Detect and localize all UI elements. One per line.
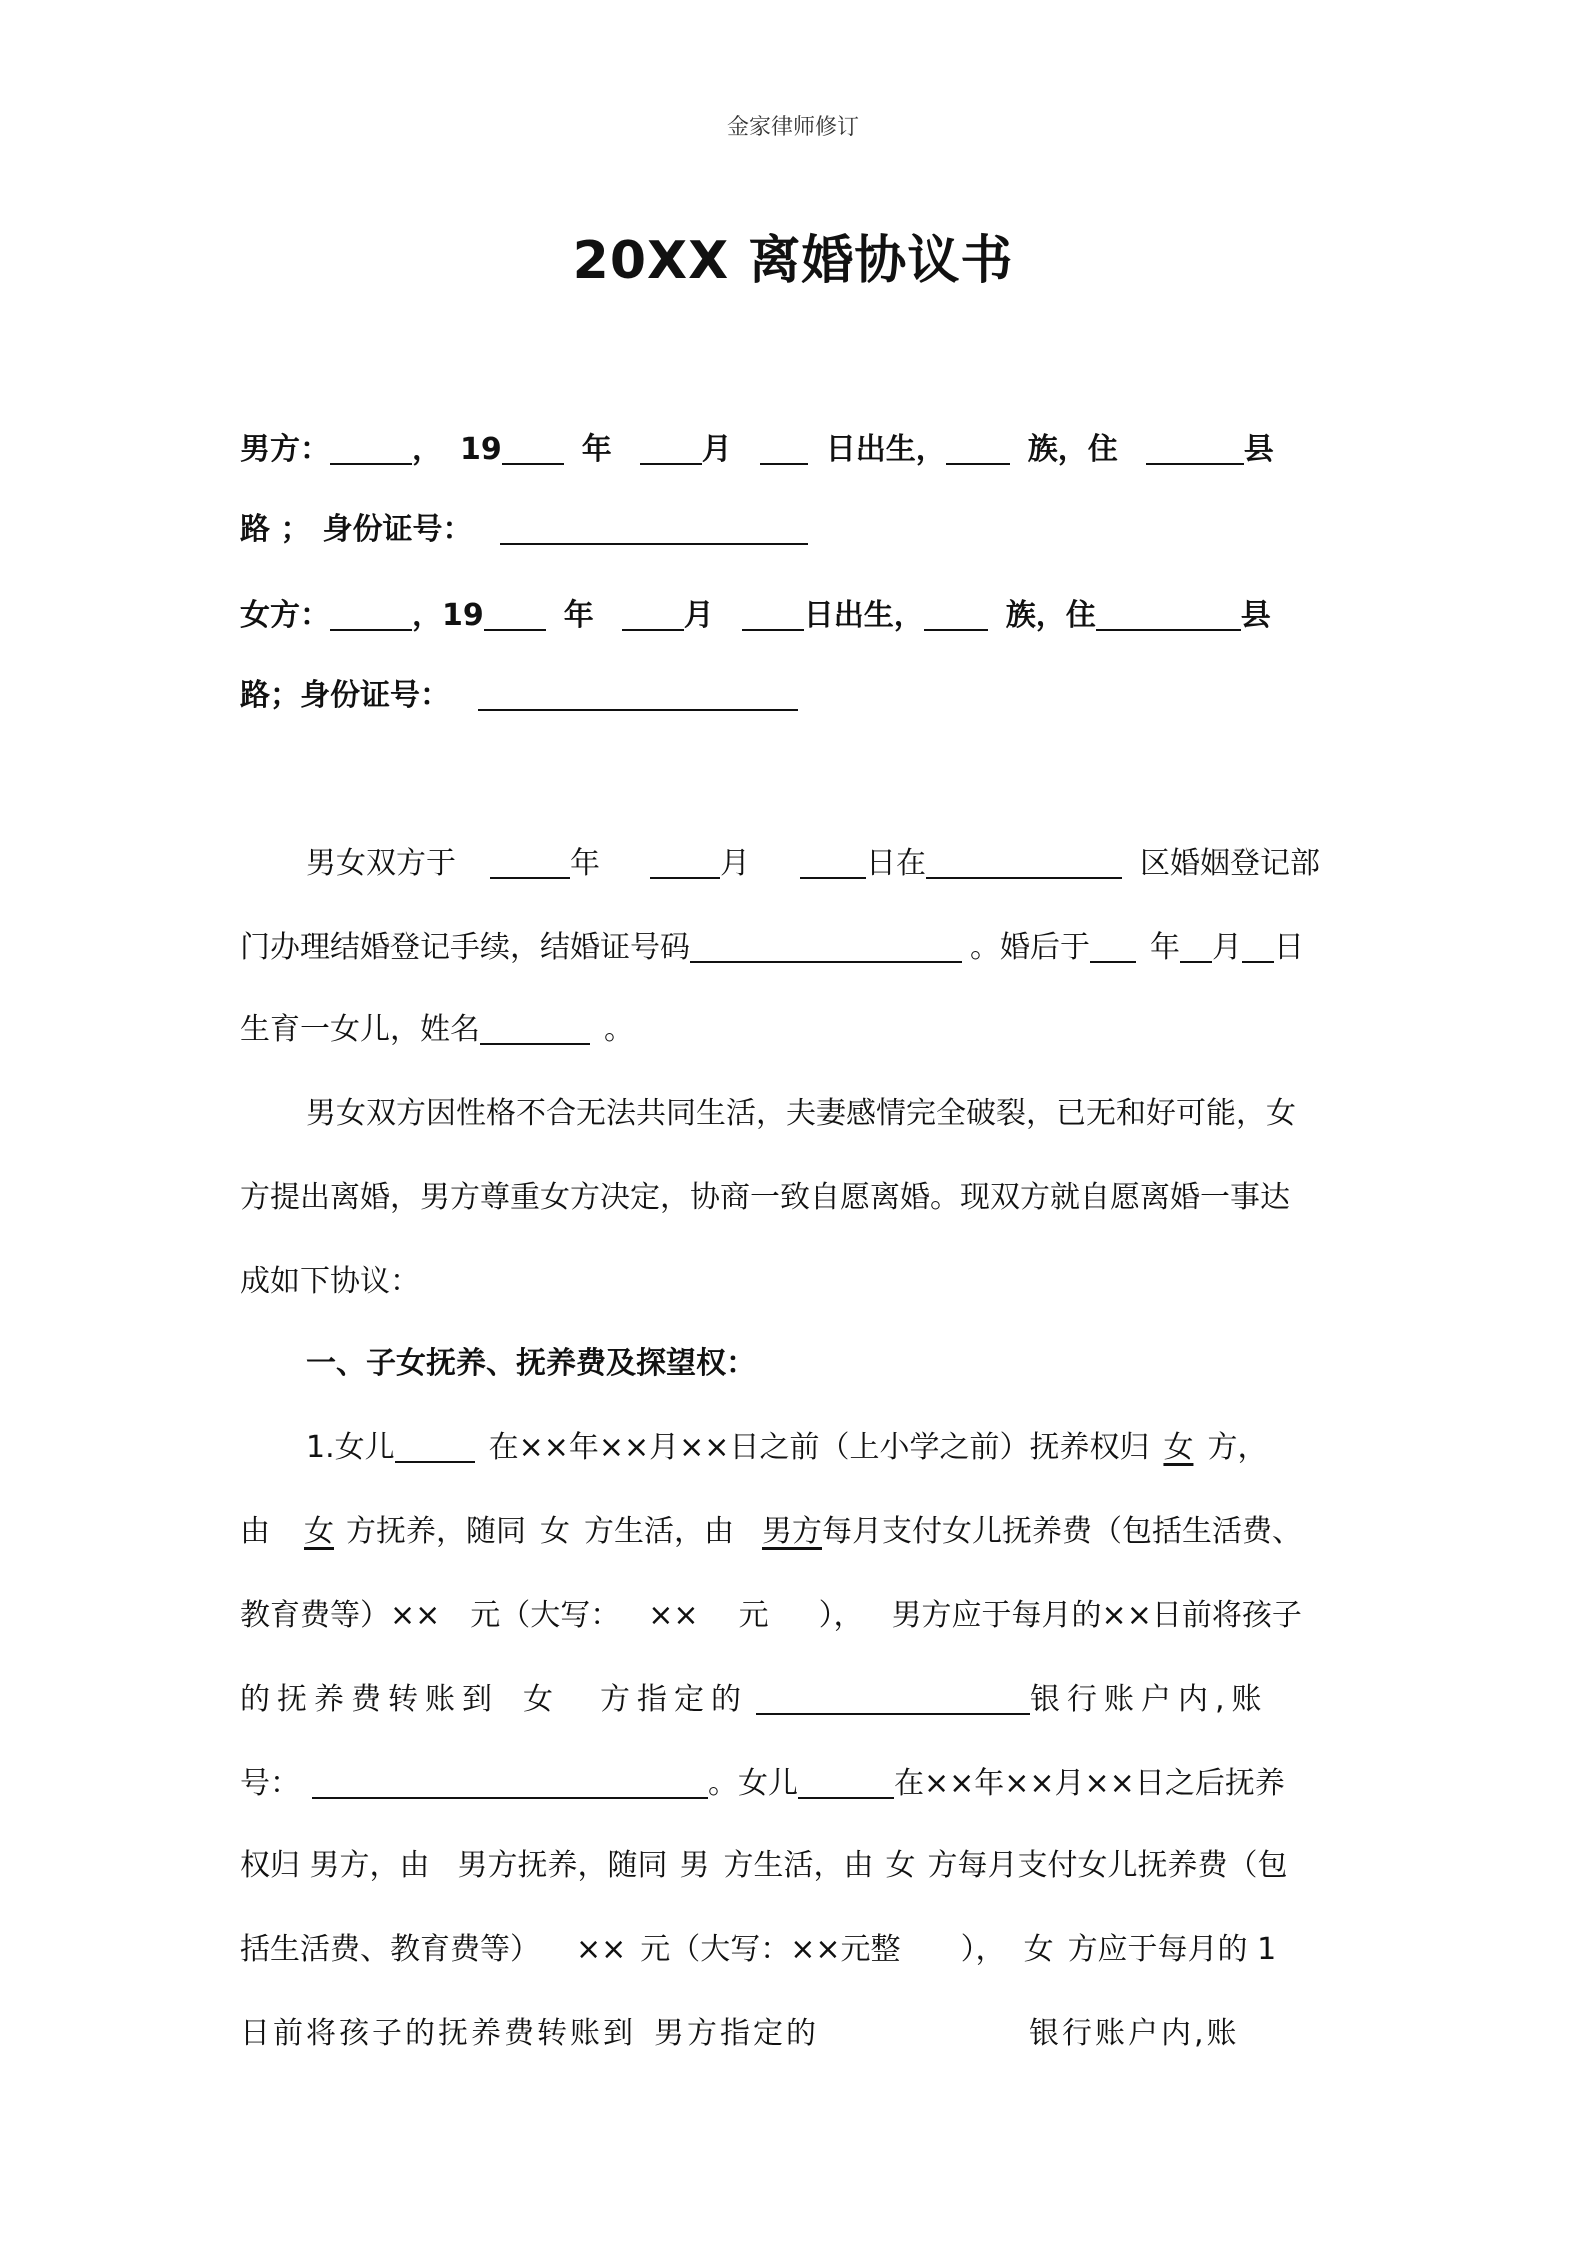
clause1-l3-b: 元（大写： <box>470 1598 621 1633</box>
male-id-line <box>240 504 1350 548</box>
male-road-text: 路 ； <box>240 512 311 547</box>
clause1-l6-e: 女 <box>885 1848 916 1883</box>
female-road-text: 路； <box>240 678 300 713</box>
clause1-l7-f: 方应于每月的 1 <box>1067 1932 1277 1967</box>
marriage-l3-a: 生育一女儿，姓名 <box>240 1012 480 1047</box>
male-id-blank[interactable] <box>500 513 808 545</box>
male-label: 男方： <box>240 432 330 467</box>
clause1-l6-a: 权归 男方，由 <box>240 1848 430 1883</box>
female-id-label: 身份证号： <box>300 678 450 713</box>
female-birth-text: 日出生， <box>803 598 924 633</box>
clause1-l4-d: 银行账户内,账 <box>1030 1682 1269 1717</box>
clause1-l2-c: 方抚养，随同 <box>346 1514 526 1549</box>
male-month-blank[interactable] <box>640 433 702 465</box>
birth-year-blank[interactable] <box>1090 931 1136 963</box>
reason-line-1 <box>240 1088 1350 1132</box>
clause1-l2-b: 女 <box>304 1514 334 1549</box>
birth-day-blank[interactable] <box>1242 931 1274 963</box>
clause1-l7-b: ×× <box>576 1932 627 1967</box>
document-title: 20XX 离婚协议书 <box>572 231 1014 291</box>
female-ethnic-text: 族，住 <box>1005 598 1096 633</box>
clause1-l3-e: ）， <box>818 1598 864 1633</box>
clause1-l3-c: ×× <box>648 1598 699 1633</box>
clause1-l3-a: 教育费等）×× <box>240 1598 441 1633</box>
female-month-blank[interactable] <box>622 599 684 631</box>
female-day-blank[interactable] <box>742 599 804 631</box>
female-county-blank[interactable] <box>1096 599 1241 631</box>
clause1-l6-d: 方生活，由 <box>723 1848 874 1883</box>
clause1-l7-a: 括生活费、教育费等） <box>240 1932 540 1967</box>
clause1-l1-d: 方， <box>1207 1430 1268 1465</box>
clause1-l3-f: 男方应于每月的××日前将孩子 <box>891 1598 1302 1633</box>
clause1-l2-e: 方生活，由 <box>584 1514 734 1549</box>
female-month-text: 月 <box>683 598 714 633</box>
clause1-line-8 <box>240 2008 1350 2052</box>
daughter-name-blank-2[interactable] <box>395 1431 475 1463</box>
male-year-text: 年 <box>581 432 612 467</box>
clause1-l7-e: 女 <box>1023 1932 1054 1967</box>
marriage-place-blank[interactable] <box>926 847 1122 879</box>
daughter-name-blank-3[interactable] <box>798 1767 894 1799</box>
clause1-l1-b: 在××年××月××日之前（上小学之前）抚养权归 <box>488 1430 1150 1465</box>
daughter-name-blank[interactable] <box>480 1013 590 1045</box>
female-id-line <box>240 670 1350 714</box>
clause1-l6-b: 男方抚养，随同 <box>457 1848 668 1883</box>
reason-line-2 <box>240 1172 1350 1216</box>
clause1-line-7 <box>240 1924 1350 1968</box>
male-ethnic-text: 族，住 <box>1027 432 1118 467</box>
reason-line-3 <box>240 1256 1350 1300</box>
reason-text-3: 成如下协议： <box>240 1264 420 1299</box>
male-birth-text: 日出生， <box>825 432 946 467</box>
birth-month-text: 月 <box>1212 930 1242 965</box>
marriage-year-blank[interactable] <box>490 847 570 879</box>
clause1-l4-c: 方指定的 <box>600 1682 748 1717</box>
birth-day-text: 日 <box>1274 930 1304 965</box>
clause1-l2-g: 每月支付女儿抚养费（包括生活费、 <box>822 1514 1302 1549</box>
marriage-day-text: 日在 <box>866 846 926 881</box>
female-ethnic-blank[interactable] <box>924 599 988 631</box>
male-name-blank[interactable] <box>330 433 412 465</box>
reason-text-2: 方提出离婚，男方尊重女方决定，协商一致自愿离婚。现双方就自愿离婚一事达 <box>240 1180 1290 1215</box>
clause1-l2-f: 男方 <box>762 1514 822 1549</box>
clause1-l8-c: 银行账户内,账 <box>1029 2016 1240 2051</box>
marriage-l2-a: 门办理结婚登记手续，结婚证号码 <box>240 930 690 965</box>
clause1-line-3 <box>240 1590 1350 1634</box>
marriage-month-text: 月 <box>720 846 750 881</box>
clause1-l4-b: 女 <box>523 1682 560 1717</box>
female-name-blank[interactable] <box>330 599 412 631</box>
clause1-line-1 <box>240 1422 1350 1466</box>
birth-year-text: 年 <box>1150 930 1180 965</box>
clause1-l6-c: 男 <box>679 1848 710 1883</box>
female-info-line <box>240 590 1350 634</box>
clause1-l7-d: ）， <box>960 1932 1006 1967</box>
marriage-l3-end: 。 <box>604 1012 634 1047</box>
male-month-text: 月 <box>701 432 732 467</box>
clause1-l2-a: 由 <box>240 1514 270 1549</box>
clause1-line-5 <box>240 1758 1350 1802</box>
clause1-l1-a: 1.女儿 <box>306 1430 395 1465</box>
female-label: 女方： <box>240 598 330 633</box>
male-year-blank[interactable] <box>502 433 564 465</box>
female-id-blank[interactable] <box>478 679 798 711</box>
page-header: 金家律师修订 <box>726 115 859 140</box>
marriage-intro: 男女双方于 <box>306 846 456 881</box>
male-id-label: 身份证号： <box>322 512 473 547</box>
marriage-day-blank[interactable] <box>800 847 866 879</box>
clause1-l4-a: 的抚养费转账到 <box>240 1682 499 1717</box>
marriage-year-text: 年 <box>570 846 600 881</box>
female-bank-blank[interactable] <box>756 1683 1030 1715</box>
clause1-l5-c: 在××年××月××日之后抚养 <box>894 1766 1285 1801</box>
section1-heading: 一、子女抚养、抚养费及探望权： <box>306 1346 756 1381</box>
clause1-l5-b: 。女儿 <box>708 1766 798 1801</box>
comma: ， <box>412 432 442 467</box>
reason-text-1: 男女双方因性格不合无法共同生活，夫妻感情完全破裂，已无和好可能，女 <box>306 1096 1296 1131</box>
female-year-blank[interactable] <box>484 599 546 631</box>
female-county-text: 县 <box>1240 598 1271 633</box>
clause1-l6-f: 方每月支付女儿抚养费（包 <box>927 1848 1288 1883</box>
clause1-line-4 <box>240 1674 1350 1718</box>
male-year-prefix: 19 <box>460 432 502 467</box>
marriage-cert-blank[interactable] <box>690 931 962 963</box>
marriage-line-2 <box>240 922 1350 966</box>
clause1-l3-d: 元 <box>738 1598 769 1633</box>
marriage-month-blank[interactable] <box>650 847 720 879</box>
marriage-l1-end: 区婚姻登记部 <box>1140 846 1320 881</box>
section1-heading-line <box>240 1338 1350 1382</box>
male-ethnic-blank[interactable] <box>946 433 1010 465</box>
female-year-prefix: ，19 <box>412 598 484 633</box>
birth-month-blank[interactable] <box>1180 931 1212 963</box>
clause1-l2-d: 女 <box>540 1514 570 1549</box>
male-county-text: 县 <box>1243 432 1274 467</box>
clause1-l8-a: 日前将孩子的抚养费转账到 <box>240 2016 636 2051</box>
clause1-l7-c: 元（大写：××元整 <box>640 1932 901 1967</box>
marriage-line-3 <box>240 1004 1350 1048</box>
clause1-l8-b: 男方指定的 <box>654 2016 819 2051</box>
male-day-blank[interactable] <box>760 433 808 465</box>
male-info-line <box>240 424 1350 468</box>
clause1-l1-c: 女 <box>1163 1430 1194 1465</box>
marriage-line-1 <box>240 838 1350 882</box>
female-account-blank[interactable] <box>312 1767 708 1799</box>
female-year-text: 年 <box>563 598 594 633</box>
clause1-line-2 <box>240 1506 1350 1550</box>
clause1-line-6 <box>240 1840 1350 1884</box>
male-county-blank[interactable] <box>1146 433 1244 465</box>
marriage-l2-b: 。婚后于 <box>970 930 1090 965</box>
clause1-l5-a: 号： <box>240 1766 300 1801</box>
